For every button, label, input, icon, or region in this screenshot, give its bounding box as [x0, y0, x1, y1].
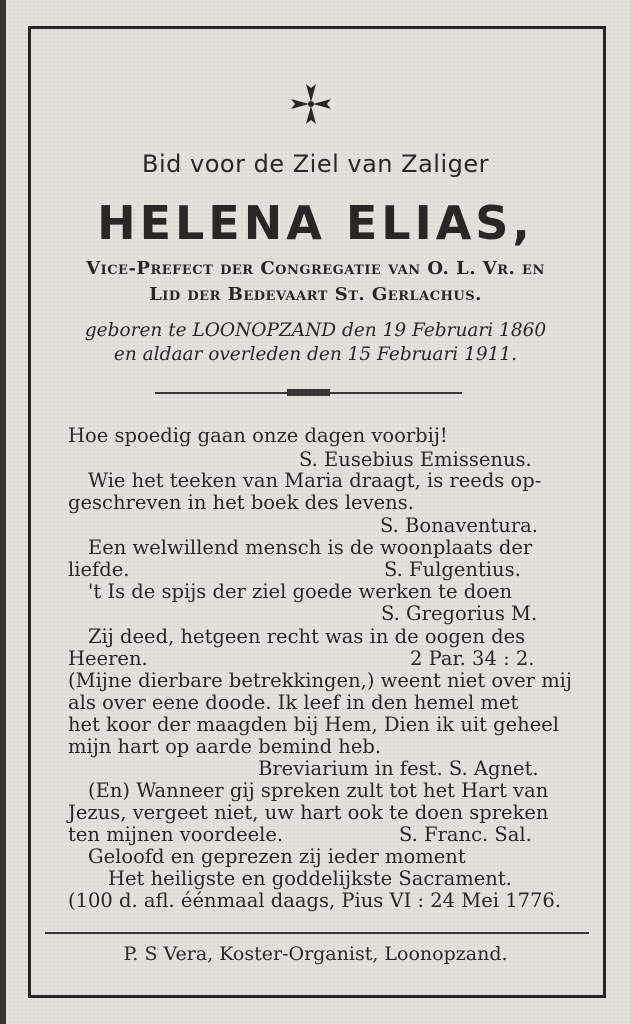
printer-credit: P. S Vera, Koster-Organist, Loonopzand.: [123, 943, 508, 965]
cross-icon: [287, 80, 335, 128]
body-line: mijn hart op aarde bemind heb.: [68, 735, 382, 758]
body-attribution: S. Eusebius Emissenus.: [299, 448, 532, 471]
body-line: geschreven in het boek des levens.: [68, 491, 414, 514]
body-line: Geloofd en geprezen zij ieder moment: [88, 845, 466, 868]
deceased-name: HELENA ELIAS,: [97, 196, 534, 250]
body-line: Het heiligste en goddelijkste Sacrament.: [108, 867, 512, 890]
indulgence-note: (100 d. afl. éénmaal daags, Pius VI : 24 Mei 1776.: [68, 889, 562, 912]
body-line: liefde.: [68, 558, 130, 581]
body-line: Wie het teeken van Maria draagt, is reeds op-: [88, 469, 542, 492]
body-attribution: Breviarium in fest. S. Agnet.: [258, 757, 539, 780]
body-attribution: S. Franc. Sal.: [399, 823, 532, 846]
body-attribution: S. Bonaventura.: [380, 514, 538, 537]
body-line: ten mijnen voordeele.: [68, 823, 284, 846]
body-line: (En) Wanneer gij spreken zult tot het Hart van: [88, 779, 549, 802]
title-line-1: Vice-Prefect der Congregatie van O. L. Vr. en: [86, 258, 545, 279]
body-line: (Mijne dierbare betrekkingen,) weent niet over mij: [68, 669, 572, 692]
body-attribution: S. Gregorius M.: [381, 602, 538, 625]
body-line: Heeren.: [68, 647, 148, 670]
invocation-line: Bid voor de Ziel van Zaliger: [142, 150, 489, 178]
body-line: Hoe spoedig gaan onze dagen voorbij!: [68, 424, 448, 447]
divider-ornament: [287, 389, 330, 396]
body-line: als over eene doode. Ik leef in den hemel met: [68, 691, 519, 714]
title-line-2: Lid der Bedevaart St. Gerlachus.: [149, 284, 482, 305]
death-line: en aldaar overleden den 15 Februari 1911.: [113, 344, 518, 365]
body-attribution: S. Fulgentius.: [384, 558, 521, 581]
body-line: Zij deed, hetgeen recht was in de oogen des: [88, 625, 526, 648]
footer-rule: [45, 932, 589, 934]
body-attribution: 2 Par. 34 : 2.: [410, 647, 535, 670]
body-line: 't Is de spijs der ziel goede werken te doen: [88, 580, 513, 603]
birth-line: geboren te LOONOPZAND den 19 Februari 1860: [84, 320, 547, 341]
body-line: Een welwillend mensch is de woonplaats der: [88, 536, 533, 559]
body-line: Jezus, vergeet niet, uw hart ook te doen spreken: [68, 801, 549, 824]
body-line: het koor der maagden bij Hem, Dien ik uit geheel: [68, 713, 560, 736]
